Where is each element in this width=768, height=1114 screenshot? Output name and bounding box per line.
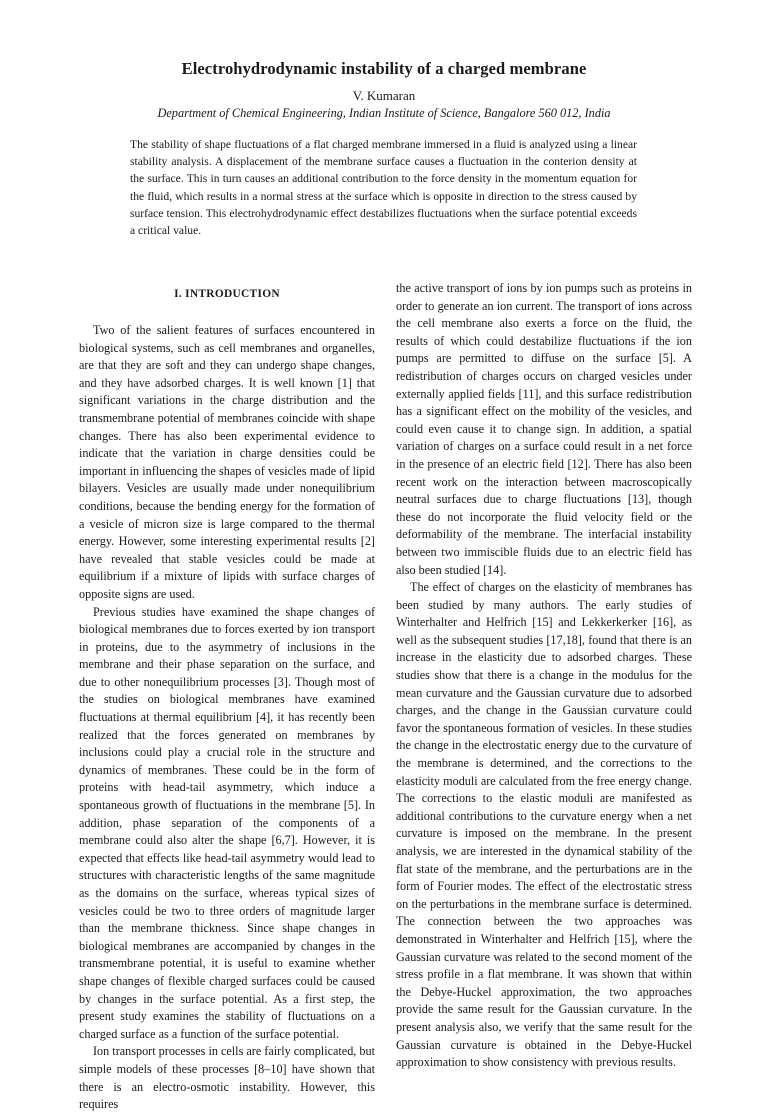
paragraph: Ion transport processes in cells are fairly complicated, but simple models of these processes [8–10] have shown that there is an electro-osmotic instability. However, this requires: [79, 1044, 375, 1112]
right-column: [396, 280, 692, 1072]
paper-affiliation: Department of Chemical Engineering, Indian Institute of Science, Bangalore 560 012, India: [157, 106, 611, 120]
paper-title: Electrohydrodynamic instability of a charged membrane: [181, 59, 587, 78]
paper-author: V. Kumaran: [352, 88, 416, 103]
paragraph: the active transport of ions by ion pumps such as proteins in order to generate an ion current. The transport of ions across the cell membrane also exerts a force on the fluid, the results of which could destabilize fluctuations if the ion pumps are permitted to diffuse on the surface [5]. A redistribution of charges occurs on charged vesicles under externally applied fields [11], and this surface redistribution has a significant effect on the mobility of the vesicles, and could even cause it to change sign. In addition, a spatial variation of charges on a surface could result in a net force in the presence of an electric field [12]. There has also been recent work on the interaction between macroscopically neutral surfaces due to charge fluctuations [13], though these do not incorporate the fluid velocity field or the deformability of the membrane. The interfacial instability between two immiscible fluids due to an electric field has also been studied [14].: [396, 281, 692, 577]
paragraph: Two of the salient features of surfaces encountered in biological systems, such as cell membranes and organelles, are that they are soft and they can undergo shape changes, and they have adsorbed charges. It is well known [1] that significant variations in the charge distribution and the transmembrane potential of membranes coincide with shape changes. There has also been experimental evidence to indicate that the variation in charge densities could be important in influencing the shapes of vesicles made of lipid bilayers. Vesicles are usually made under nonequilibrium conditions, because the bending energy for the formation of a vesicle of micron size is large compared to the thermal energy. However, some interesting experimental results [2] have revealed that stable vesicles could be made at equilibrium if a mixture of lipids with surface charges of opposite signs are used.: [79, 323, 375, 601]
section-heading: I. INTRODUCTION: [174, 288, 280, 300]
paragraph: The effect of charges on the elasticity of membranes has been studied by many authors. The early studies of Winterhalter and Helfrich [15] and Lekkerkerker [16], as well as the subsequent studies [17,18], found that there is an increase in the elasticity due to adsorbed charges. These studies show that there is a change in the modulus for the mean curvature and the Gaussian curvature due to adsorbed charges, and the change in the Gaussian curvature could favor the spontaneous formation of vesicles. In these studies the change in the electrostatic energy due to the curvature of the membrane is determined, and the corrections to the elasticity moduli are calculated from the free energy change. The corrections to the elastic moduli are manifested as additional contributions to the curvature energy when a net curvature is imposed on the membrane. In the present analysis, we are interested in the dynamical stability of the flat state of the membrane, and the perturbations are in the form of Fourier modes. The effect of the electrostatic stress on the perturbations in the membrane surface is determined. The connection between the two approaches was demonstrated in Winterhalter and Helfrich [15], where the Gaussian curvature was related to the second moment of the stress profile in a flat membrane. It was shown that within the Debye-Huckel approximation, the two approaches provide the same result for the Gaussian curvature. In the present analysis also, we verify that the same result for the Gaussian curvature is obtained in the Debye-Huckel approximation to show consistency with previous results.: [396, 580, 692, 1070]
abstract: The stability of shape fluctuations of a flat charged membrane immersed in a fluid is analyzed using a linear stability analysis. A displacement of the membrane surface causes a fluctuation in the conterion density at the surface. This in turn causes an additional contribution to the force density in the momentum equation for the fluid, which results in a normal stress at the surface which is opposite in direction to the stress caused by surface tension. This electrohydrodynamic effect destabilizes fluctuations when the surface potential exceeds a critical value.: [130, 138, 637, 238]
paragraph: Previous studies have examined the shape changes of biological membranes due to forces exerted by ion transport in proteins, due to the asymmetry of inclusions in the membrane and their phase separation on the surface, and due to other nonequilibrium processes [3]. Though most of the studies on biological membranes have examined fluctuations at thermal equilibrium [4], it has recently been realized that the forces generated on membranes by inclusions could play a crucial role in the structure and dynamics of membranes. These could be in the form of proteins with head-tail asymmetry, which induce a spontaneous growth of fluctuations in the membrane [5]. In addition, phase separation of the components of a membrane could also alter the shape [6,7]. However, it is expected that effects like head-tail asymmetry would lead to structures with characteristic lengths of the same magnitude as the domains on the surface, whereas typical sizes of vesicles could be two to three orders of magnitude larger than the membrane thickness. Since shape changes in biological membranes are accompanied by changes in the transmembrane potential, it is useful to examine whether shape changes of flexible charged surfaces could be caused by changes in the surface potential. As a first step, the present study examines the stability of fluctuations on a charged surface as a function of the surface potential.: [79, 604, 375, 1041]
left-column: [79, 322, 375, 1114]
